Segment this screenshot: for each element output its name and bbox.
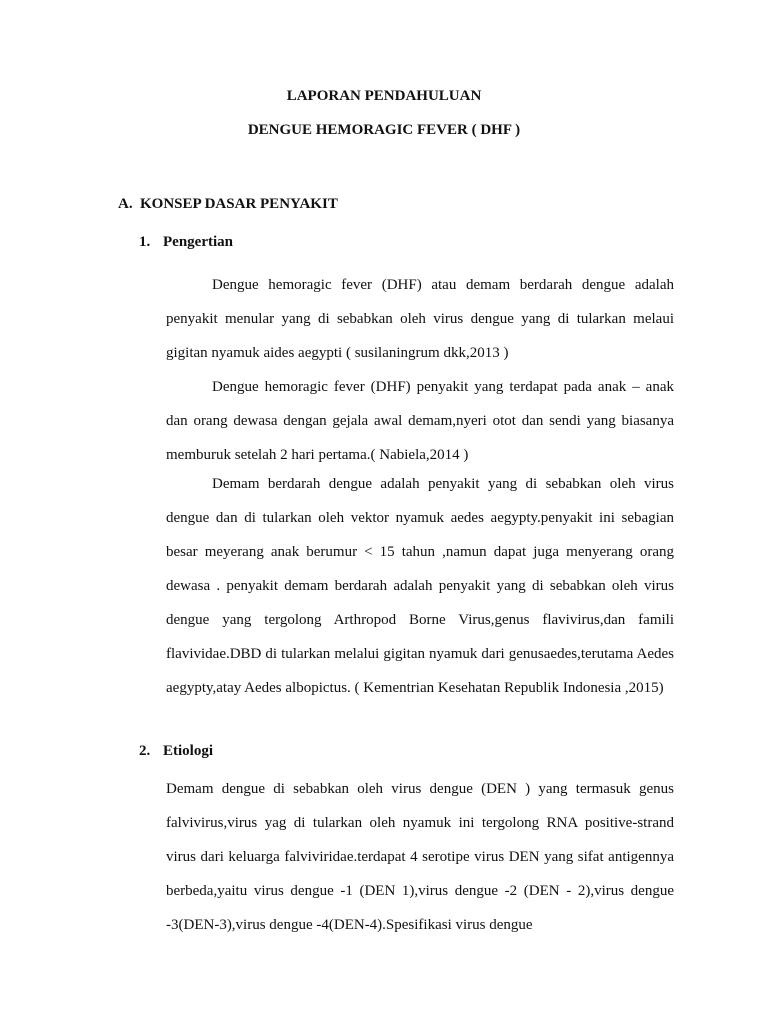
etiologi-paragraph: Demam dengue di sebabkan oleh virus dengue (DEN ) yang termasuk genus falvivirus,virus yag di tularkan oleh nyamuk ini tergolong RNA positive-strand virus dari keluarga falviviridae.terdapat 4 serotipe virus DEN yang sifat antigennya berbeda,yaitu virus dengue -1 (DEN 1),virus dengue -2 (DEN - 2),virus dengue -3(DEN-3),virus dengue -4(DEN-4).Spesifikasi virus dengue xyxy=(166,781,674,933)
subsection-2-title: Etiologi xyxy=(163,743,214,759)
pengertian-paragraph-3: Demam berdarah dengue adalah penyakit yang di sebabkan oleh virus dengue dan di tularkan oleh vektor nyamuk aedes aegypty.penyakit ini sebagian besar meyerang anak berumur < 15 tahun ,namun dapat juga menyerang orang dewasa . penyakit demam berdarah adalah penyakit yang di sebabkan oleh virus dengue yang tergolong Arthropod Borne Virus,genus flavivirus,dan famili flavividae.DBD di tularkan melalui gigitan nyamuk dari genusaedes,terutama Aedes aegypty,atay Aedes albopictus. ( Kementrian Kesehatan Republik Indonesia ,2015) xyxy=(166,476,674,696)
section-a-heading xyxy=(118,194,338,214)
pengertian-paragraph-2: Dengue hemoragic fever (DHF) penyakit yang terdapat pada anak – anak dan orang dewasa dengan gejala awal demam,nyeri otot dan sendi yang biasanya memburuk setelah 2 hari pertama.( Nabiela,2014 ) xyxy=(166,379,674,463)
subsection-2-heading xyxy=(139,741,213,761)
document-subtitle: DENGUE HEMORAGIC FEVER ( DHF ) xyxy=(247,122,521,138)
subsection-2-number: 2. xyxy=(139,743,151,759)
section-a-title: KONSEP DASAR PENYAKIT xyxy=(140,196,338,212)
subsection-1-heading xyxy=(139,232,233,252)
document-title: LAPORAN PENDAHULUAN xyxy=(286,88,482,104)
subsection-1-number: 1. xyxy=(139,234,151,250)
pengertian-paragraph-1: Dengue hemoragic fever (DHF) atau demam berdarah dengue adalah penyakit menular yang di sebabkan oleh virus dengue yang di tularkan melaui gigitan nyamuk aides aegypti ( susilaningrum dkk,2013 ) xyxy=(166,277,674,361)
subsection-1-title: Pengertian xyxy=(163,234,233,250)
section-a-number: A. xyxy=(118,196,133,212)
